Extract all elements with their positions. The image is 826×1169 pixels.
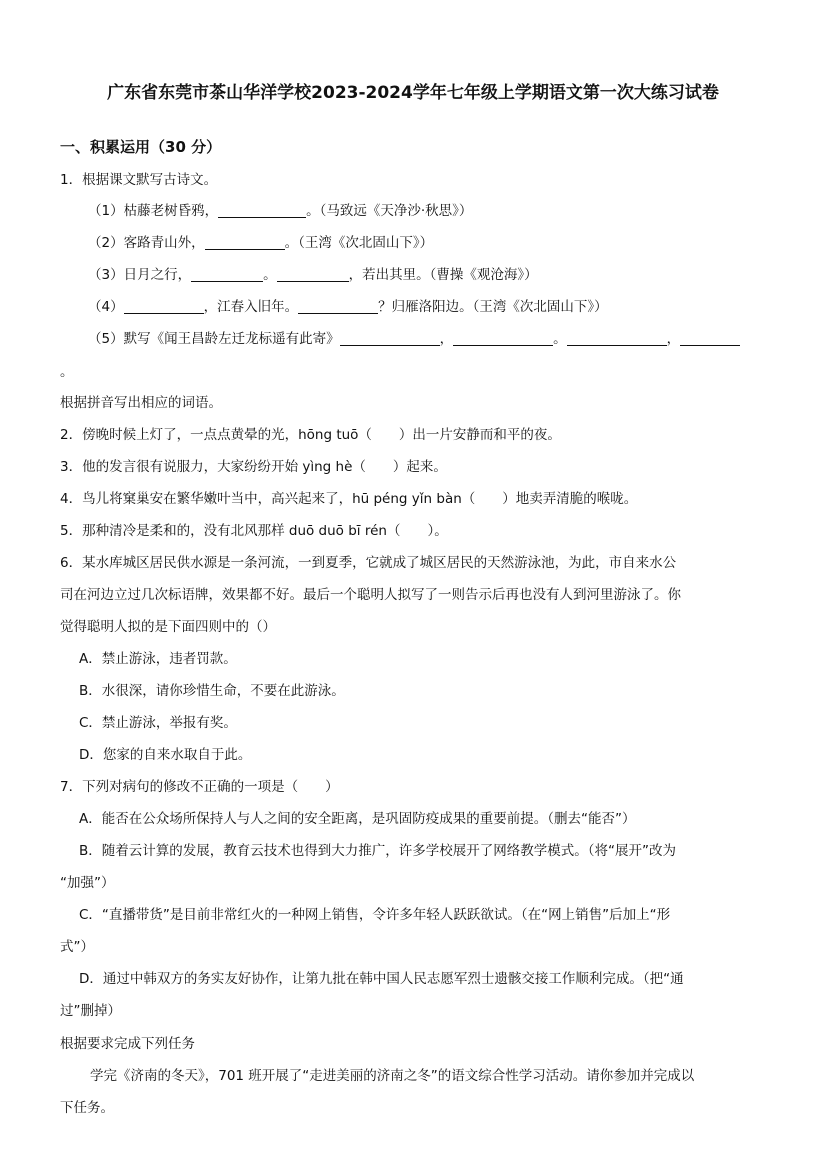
question-6-option-d[interactable]: D．您家的自来水取自于此。 (79, 747, 252, 763)
question-7-option-d[interactable]: D．通过中韩双方的务实友好协作，让第九批在韩中国人民志愿军烈士遗骸交接工作顺利完成。（把“通 (79, 971, 684, 987)
question-7-option-c-cont: 式”） (60, 939, 94, 955)
question-6-option-c[interactable]: C．禁止游泳，举报有奖。 (79, 715, 237, 731)
question-1-item-3: （3）日月之行， 。 ，若出其里。（曹操《观沧海》） (88, 267, 538, 283)
answer-blank[interactable] (453, 331, 553, 346)
question-3: 3．他的发言很有说服力，大家纷纷开始 yìng hè（ ）起来。 (60, 459, 447, 475)
question-7-option-a[interactable]: A．能否在公众场所保持人与人之间的安全距离，是巩固防疫成果的重要前提。（删去“能否”） (79, 811, 636, 827)
question-6-option-b[interactable]: B．水很深，请你珍惜生命，不要在此游泳。 (79, 683, 345, 699)
exam-title: 广东省东莞市茶山华洋学校2023-2024学年七年级上学期语文第一次大练习试卷 (107, 83, 719, 103)
section-heading: 一、积累运用（30 分） (60, 138, 222, 156)
question-1-item-2: （2）客路青山外， 。（王湾《次北固山下》） (88, 235, 434, 251)
question-1-stem: 1．根据课文默写古诗文。 (60, 172, 218, 188)
question-1-item-5-end: 。 (60, 364, 74, 380)
question-5: 5．那种清冷是柔和的，没有北风那样 duō duō bī rén（ ）。 (60, 523, 448, 539)
question-6-option-a[interactable]: A．禁止游泳，违者罚款。 (79, 651, 237, 667)
question-7-option-c[interactable]: C．“直播带货”是目前非常红火的一种网上销售，令许多年轻人跃跃欲试。（在“网上销售”后加上“形 (79, 907, 671, 923)
question-7-option-b[interactable]: B．随着云计算的发展，教育云技术也得到大力推广，许多学校展开了网络教学模式。（将“展开”改为 (79, 843, 676, 859)
pinyin-instruction: 根据拼音写出相应的词语。 (60, 395, 222, 411)
question-6-line-1: 6．某水库城区居民供水源是一条河流，一到夏季，它就成了城区居民的天然游泳池，为此，市自来水公 (60, 555, 677, 571)
task-instruction: 根据要求完成下列任务 (60, 1036, 195, 1052)
answer-blank[interactable] (218, 203, 306, 218)
question-6-line-3: 觉得聪明人拟的是下面四则中的（） (60, 619, 276, 635)
task-paragraph-line-1: 学完《济南的冬天》，701 班开展了“走进美丽的济南之冬”的语文综合性学习活动。请你参加并完成以 (90, 1068, 695, 1084)
answer-blank[interactable] (298, 299, 378, 314)
question-7-stem: 7．下列对病句的修改不正确的一项是（ ） (60, 779, 339, 795)
answer-blank[interactable] (340, 331, 440, 346)
question-7-option-d-cont: 过”删掉） (60, 1003, 121, 1019)
question-2: 2．傍晚时候上灯了，一点点黄晕的光，hōng tuō（ ）出一片安静而和平的夜。 (60, 427, 561, 443)
question-1-item-1: （1）枯藤老树昏鸦， 。（马致远《天净沙·秋思》） (88, 203, 473, 219)
answer-blank[interactable] (124, 299, 204, 314)
answer-blank[interactable] (205, 235, 285, 250)
answer-blank[interactable] (680, 331, 740, 346)
question-1-item-4: （4） ，江春入旧年。 ？归雁洛阳边。（王湾《次北固山下》） (88, 299, 608, 315)
question-7-option-b-cont: “加强”） (60, 875, 115, 891)
question-1-item-5: （5）默写《闻王昌龄左迁龙标遥有此寄》 ， 。 ， (88, 329, 740, 349)
answer-blank[interactable] (277, 267, 349, 282)
answer-blank[interactable] (567, 331, 667, 346)
question-4: 4．鸟儿将窠巢安在繁华嫩叶当中，高兴起来了，hū péng yǐn bàn（ ）地卖弄清脆的喉咙。 (60, 491, 638, 507)
task-paragraph-line-2: 下任务。 (60, 1100, 114, 1116)
question-6-line-2: 司在河边立过几次标语牌，效果都不好。最后一个聪明人拟写了一则告示后再也没有人到河里游泳了。你 (60, 587, 681, 603)
answer-blank[interactable] (191, 267, 263, 282)
